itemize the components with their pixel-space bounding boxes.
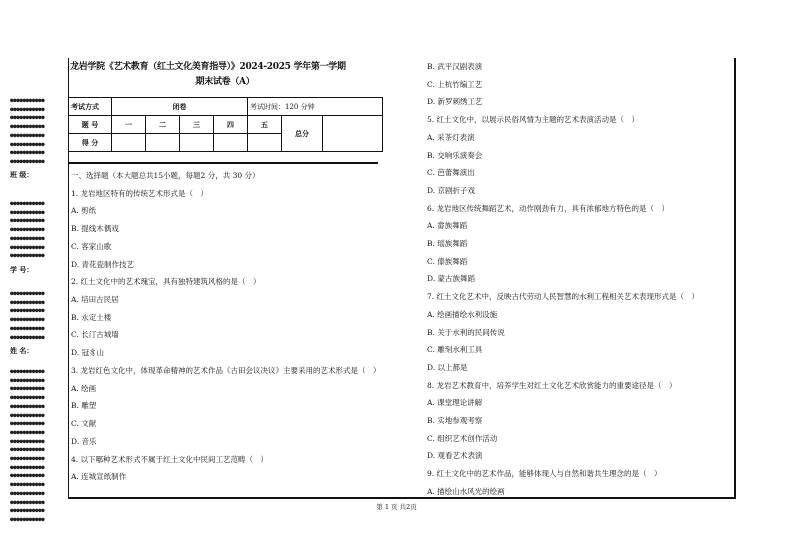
right-question-column — [427, 58, 732, 501]
answer-option: B. 雕塑 — [71, 401, 97, 411]
left-question-column — [71, 167, 381, 486]
score-label: 得 分 — [69, 134, 112, 152]
answer-option: C. 傣族舞蹈 — [427, 256, 468, 266]
answer-option: A. 绘画 — [71, 383, 97, 393]
answer-option: D. 观看艺术表演 — [427, 451, 483, 461]
question-col-2: 二 — [146, 116, 180, 134]
answer-option: B. 关于水利的民间传说 — [427, 327, 505, 337]
exam-title-line2: 期末试卷（A） — [195, 77, 255, 87]
answer-option: A. 描绘山水风光的绘画 — [427, 486, 505, 496]
divider — [68, 162, 378, 164]
answer-option: C. 客家山歌 — [71, 241, 112, 251]
answer-option: D. 冠豸山 — [71, 348, 105, 358]
question-col-5: 五 — [248, 116, 282, 134]
answer-option: A. 连城宣纸制作 — [71, 472, 127, 482]
answer-option: C. 芭蕾舞演出 — [427, 168, 475, 178]
question-text: 9. 红土文化中的艺术作品，能够体现人与自然和谐共生理念的是（ ） — [427, 469, 662, 479]
question-text: 7. 红土文化艺术中，反映古代劳动人民智慧的水利工程相关艺术表现形式是（ ） — [427, 292, 700, 302]
question-col-4: 四 — [214, 116, 248, 134]
question-text: 一、选择题（本大题总共15小题，每题2 分，共 30 分） — [71, 171, 260, 180]
score-table — [68, 97, 383, 152]
answer-option: A. 培田古民居 — [71, 294, 119, 304]
question-no-label: 题 号 — [69, 116, 112, 134]
answer-option: C. 长汀古城墙 — [71, 330, 119, 340]
page-footer: 第 1 页 共2页 — [376, 503, 417, 511]
answer-option: A. 畲族舞蹈 — [427, 221, 468, 231]
answer-option: C. 组织艺术创作活动 — [427, 433, 498, 443]
question-text: 8. 龙岩艺术教育中，培养学生对红土文化艺术欣赏能力的重要途径是（ ） — [427, 380, 677, 390]
answer-option: C. 上杭竹编工艺 — [427, 79, 483, 89]
binding-dots: ●●●●●●●●●●● ●●●●●●●●●●● ●●●●●●●●●●● ●●●●●●●●●●● ●●●●●●●●●●● ●●●●●●●●●●● ●●●●●●●●●●● ●●●●●●●●●●● ●●●●●●●●●●● ●●●●●●●●●●● ●●●●●●●●●●● ●●●●●●●●●●● ●●●●●●●●●●● ●●●●●●●●●●● ●●●●●●●●●●● ●●●●●●●●●●● ●●●●●●●●●●● ●●●●●●●●●●● — [10, 368, 45, 523]
question-text: 6. 龙岩地区传统舞蹈艺术，动作刚劲有力，具有浓郁地方特色的是（ ） — [427, 203, 670, 213]
answer-option: B. 交响乐演奏会 — [427, 150, 483, 160]
answer-option: D. 音乐 — [71, 436, 97, 446]
score-cell-3[interactable] — [180, 134, 214, 152]
exam-mode-label: 考试方式 — [69, 98, 112, 116]
answer-option: A. 课堂理论讲解 — [427, 398, 483, 408]
binding-name-label: 姓 名： — [10, 346, 34, 355]
score-cell-5[interactable] — [248, 134, 282, 152]
answer-option: B. 提线木偶戏 — [71, 224, 119, 234]
question-col-1: 一 — [112, 116, 146, 134]
question-text: 2. 红土文化中的艺术瑰宝，具有独特建筑风格的是（ ） — [71, 277, 261, 287]
exam-mode-value: 闭卷 — [112, 98, 248, 116]
question-text: 4. 以下哪种艺术形式不属于红土文化中民间工艺范畴（ ） — [71, 454, 269, 464]
score-cell-1[interactable] — [112, 134, 146, 152]
exam-title — [70, 60, 380, 90]
question-text: 5. 红土文化中，以展示民俗风情为主题的艺术表演活动是（ ） — [427, 115, 640, 125]
answer-option: D. 以上都是 — [427, 362, 468, 372]
binding-dots: ●●●●●●●●●●● ●●●●●●●●●●● ●●●●●●●●●●● ●●●●●●●●●●● ●●●●●●●●●●● ●●●●●●●●●●● ●●●●●●●●●●● ●●●●●●●●●●● — [10, 97, 45, 165]
answer-option: C. 雕刻水利工具 — [427, 345, 483, 355]
page-frame-right — [734, 58, 736, 498]
question-text: 3. 龙岩红色文化中，体现革命精神的艺术作品《古田会议决议》主要采用的艺术形式是（ ） — [71, 365, 381, 375]
binding-id-label: 学 号： — [10, 265, 34, 274]
question-col-3: 三 — [180, 116, 214, 134]
answer-option: D. 京剧折子戏 — [427, 185, 476, 195]
answer-option: B. 永定土楼 — [71, 312, 112, 322]
exam-time: 考试时间：120 分钟 — [248, 98, 383, 116]
answer-option: A. 采茶灯表演 — [427, 132, 475, 142]
answer-option: D. 青花瓷制作技艺 — [71, 259, 135, 269]
total-score-cell[interactable] — [323, 116, 383, 152]
answer-option: B. 实地参观考察 — [427, 416, 483, 426]
exam-title-line1: 龙岩学院《艺术教育（红土文化美育指导）》2024-2025 学年第一学期 — [70, 62, 346, 72]
binding-class-label: 班 级： — [10, 170, 34, 179]
answer-option: D. 新罗刺绣工艺 — [427, 97, 483, 107]
score-cell-2[interactable] — [146, 134, 180, 152]
score-cell-4[interactable] — [214, 134, 248, 152]
binding-dots: ●●●●●●●●●●● ●●●●●●●●●●● ●●●●●●●●●●● ●●●●●●●●●●● ●●●●●●●●●●● ●●●●●●●●●●● ●●●●●●●●●●● — [10, 200, 45, 260]
total-label: 总分 — [282, 116, 323, 152]
answer-option: A. 绘画描绘水利设施 — [427, 309, 498, 319]
answer-option: A. 剪纸 — [71, 206, 97, 216]
answer-option: B. 武平汉剧表演 — [427, 62, 483, 71]
answer-option: B. 瑶族舞蹈 — [427, 239, 468, 249]
question-text: 1. 龙岩地区特有的传统艺术形式是（ ） — [71, 188, 209, 198]
answer-option: D. 蒙古族舞蹈 — [427, 274, 476, 284]
binding-dots: ●●●●●●●●●●● ●●●●●●●●●●● ●●●●●●●●●●● ●●●●●●●●●●● ●●●●●●●●●●● ●●●●●●●●●●● — [10, 290, 45, 341]
answer-option: C. 文献 — [71, 419, 97, 429]
